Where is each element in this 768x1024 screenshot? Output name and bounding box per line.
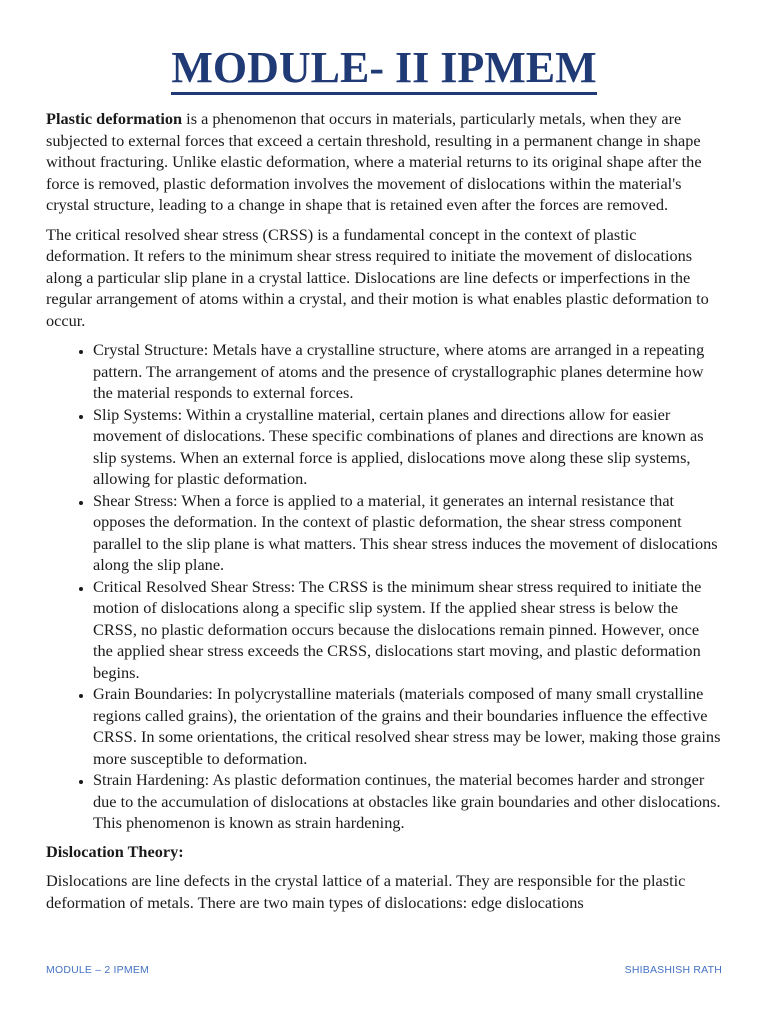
list-item: • Strain Hardening: As plastic deformation continues, the material becomes harder and stronger due to the accumulation of dislocations at obstacles like grain boundaries and other dislocations. This phenomenon is known as strain hardening.: [93, 769, 722, 834]
intro-text: is a phenomenon that occurs in materials, particularly metals, when they are subjected to external forces that exceed a certain threshold, resulting in a permanent change in shape without fracturing. Unlike elastic deformation, where a material returns to its original shape after the force is removed, plastic deformation involves the movement of dislocations within the material's crystal structure, leading to a change in shape that is retained even after the forces are removed.: [46, 109, 702, 214]
page-title: [0, 42, 768, 94]
footer-module-label: MODULE – 2 IPMEM: [46, 964, 149, 976]
intro-lead-term: Plastic deformation: [46, 109, 183, 128]
footer-author: SHIBASHISH RATH: [624, 964, 722, 976]
crss-factors-list: [46, 339, 722, 834]
list-item: • Shear Stress: When a force is applied to a material, it generates an internal resistance that opposes the deformation. In the context of plastic deformation, the shear stress component parallel to the slip plane is what matters. This shear stress induces the movement of dislocations along the slip plane.: [93, 490, 722, 576]
section-heading-dislocation-theory: Dislocation Theory:: [46, 841, 184, 861]
dislocation-paragraph: Dislocations are line defects in the crystal lattice of a material. They are responsible for the plastic deformation of metals. There are two main types of dislocations: edge dislocations: [46, 871, 686, 912]
crss-paragraph: The critical resolved shear stress (CRSS) is a fundamental concept in the context of plastic deformation. It refers to the minimum shear stress required to initiate the movement of dislocations along a particular slip plane in a crystal lattice. Dislocations are line defects or imperfections in the regular arrangement of atoms within a crystal, and their motion is what enables plastic deformation to occur.: [46, 224, 709, 330]
list-item: • Crystal Structure: Metals have a crystalline structure, where atoms are arranged in a repeating pattern. The arrangement of atoms and the presence of crystallographic planes determine how the material responds to external forces.: [93, 339, 722, 404]
intro-paragraph: [46, 108, 722, 216]
list-item: • Grain Boundaries: In polycrystalline materials (materials composed of many small crystalline regions called grains), the orientation of the grains and their boundaries influence the effective CRSS. In some orientations, the critical resolved shear stress may be lower, making those grains more susceptible to deformation.: [93, 683, 722, 769]
list-item: • Slip Systems: Within a crystalline material, certain planes and directions allow for easier movement of dislocations. These specific combinations of planes and directions are known as slip systems. When an external force is applied, dislocations move along these slip systems, allowing for plastic deformation.: [93, 404, 722, 490]
page-title-text: MODULE- II IPMEM: [171, 43, 596, 95]
list-item: • Critical Resolved Shear Stress: The CRSS is the minimum shear stress required to initiate the motion of dislocations along a specific slip system. If the applied shear stress is below the CRSS, no plastic deformation occurs because the dislocations remain pinned. However, once the applied shear stress exceeds the CRSS, dislocations start moving, and plastic deformation begins.: [93, 576, 722, 684]
document-body: [46, 108, 722, 921]
